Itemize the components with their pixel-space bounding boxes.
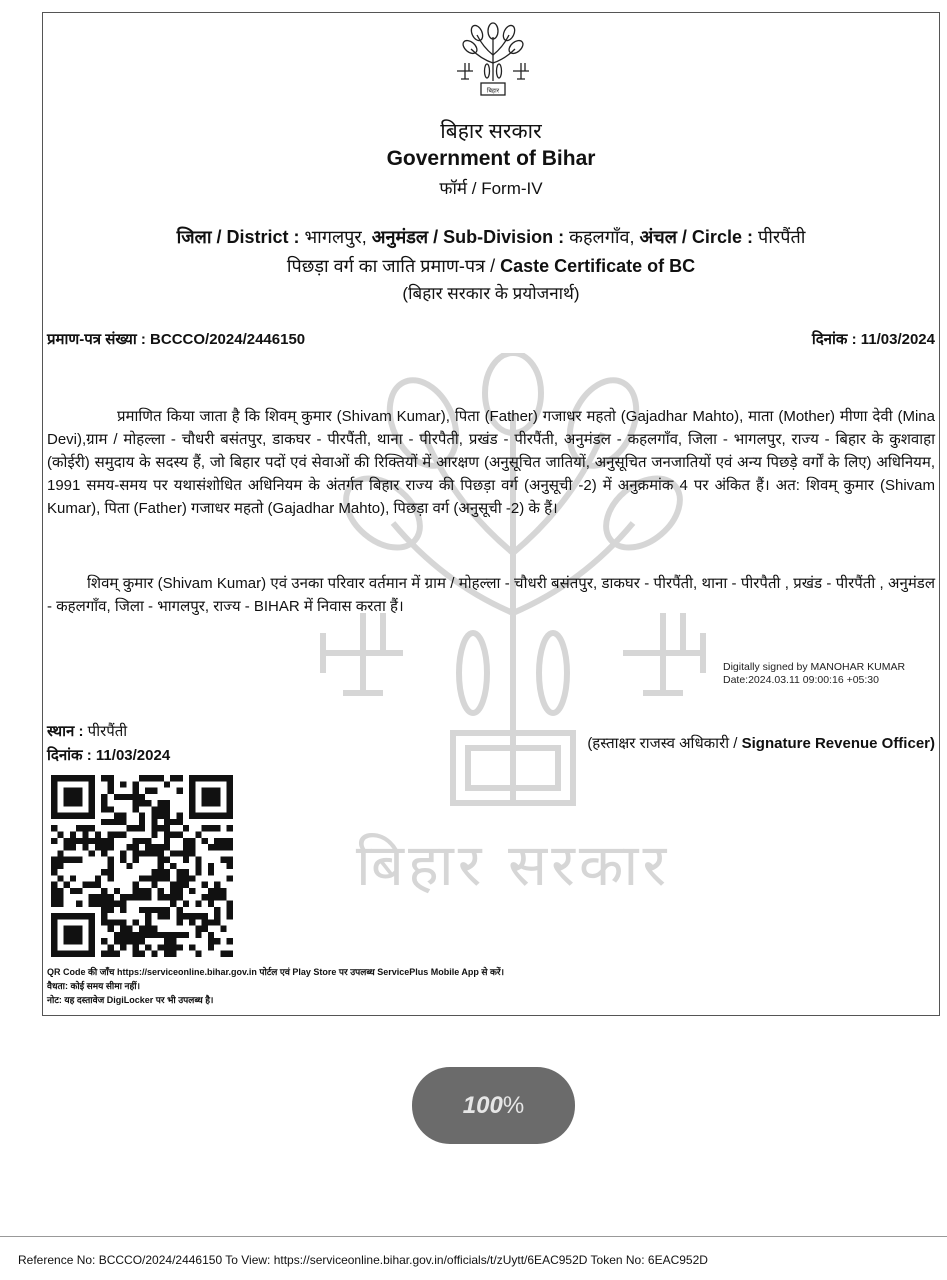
validity-note: वैधता: कोई समय सीमा नहीं। — [47, 981, 140, 991]
certificate-date: दिनांक : 11/03/2024 — [811, 331, 935, 348]
digital-signature: Digitally signed by MANOHAR KUMAR Date:2024.03.11 09:00:16 +05:30 — [723, 661, 906, 686]
qr-code-icon — [51, 775, 233, 957]
place-line: स्थान : पीरपैंती — [47, 723, 128, 740]
certificate-page — [42, 12, 940, 1016]
certificate-number: प्रमाण-पत्र संख्या : BCCCO/2024/2446150 — [47, 331, 306, 348]
gov-hindi-title: बिहार सरकार — [440, 120, 542, 143]
district-line — [43, 225, 939, 249]
signature-officer: (हस्ताक्षर राजस्व अधिकारी / Signature Revenue Officer) — [587, 735, 935, 752]
subdivision-value: कहलगाँव, — [569, 227, 635, 247]
certificate-purpose: (बिहार सरकार के प्रयोजनार्थ) — [402, 284, 580, 303]
circle-label: अंचल / Circle : — [639, 227, 753, 247]
certificate-title — [43, 254, 939, 278]
certificate-title-english: Caste Certificate of BC — [500, 256, 696, 276]
watermark-text: बिहार सरकार — [355, 831, 671, 899]
place-date-line: दिनांक : 11/03/2024 — [47, 747, 171, 764]
zoom-indicator[interactable]: 100% — [412, 1067, 575, 1144]
emblem-text: बिहार — [486, 87, 500, 95]
certificate-title-hindi: पिछड़ा वर्ग का जाति प्रमाण-पत्र / — [286, 256, 496, 276]
district-label: जिला / District : — [176, 227, 300, 247]
form-label: फॉर्म / Form-IV — [439, 179, 543, 198]
qr-note: QR Code की जाँच https://serviceonline.bihar.gov.in पोर्टल एवं Play Store पर उपलब्ध ServicePlus Mobile App से करें। — [47, 967, 504, 977]
footer-divider — [0, 1236, 947, 1237]
digilocker-note: नोट: यह दस्तावेज DigiLocker पर भी उपलब्ध है। — [47, 995, 214, 1005]
reference-footer: Reference No: BCCCO/2024/2446150 To View: https://serviceonline.bihar.gov.in/officials/t/zUytt/6EAC952D Token No: 6EAC952D — [18, 1253, 708, 1267]
certificate-body-paragraph-1: प्रमाणित किया जाता है कि शिवम् कुमार (Shivam Kumar), पिता (Father) गजाधर महतो (Gajadhar Mahto), माता (Mother) मीणा देवी (Mina Devi),ग्राम / मोहल्ला - चौधरी बसंतपुर, डाकघर - पीरपैंती, थाना - पीरपैती, प्रखंड - पीरपैंती, अनुमंडल - कहलगाँव, जिला - भागलपुर, राज्य - बिहार के कुशवाहा (कोईरी) समुदाय के सदस्य हैं, जो बिहार पदों एवं सेवाओं की रिक्तियों में आरक्षण (अनुसूचित जातियों, अनुसूचित जनजातियों एवं अन्य पिछड़े वर्गों के लिए) अधिनियम, 1991 समय-समय पर यथासंशोधित अधिनियम के अंतर्गत बिहार राज्य की पिछड़ा वर्ग (अनुसूची -2) में अनुक्रमांक 4 पर अंकित हैं। अत: शिवम् कुमार (Shivam Kumar), पिता (Father) गजाधर महतो (Gajadhar Mahto), पिछड़ा वर्ग (अनुसूची -2) के हैं। — [47, 408, 935, 517]
bihar-emblem-icon — [455, 19, 531, 99]
footnotes — [47, 965, 504, 1007]
certificate-body-paragraph-2: शिवम् कुमार (Shivam Kumar) एवं उनका परिवार वर्तमान में ग्राम / मोहल्ला - चौधरी बसंतपुर, डाकघर - पीरपैंती, थाना - पीरपैती , प्रखंड - पीरपैंती , अनुमंडल - कहलगाँव, जिला - भागलपुर, राज्य - BIHAR में निवास करता हैं। — [47, 575, 935, 615]
gov-english-title: Government of Bihar — [386, 147, 596, 170]
district-value: भागलपुर, — [304, 227, 367, 247]
circle-value: पीरपैंती — [757, 227, 806, 247]
subdivision-label: अनुमंडल / Sub-Division : — [371, 227, 565, 247]
